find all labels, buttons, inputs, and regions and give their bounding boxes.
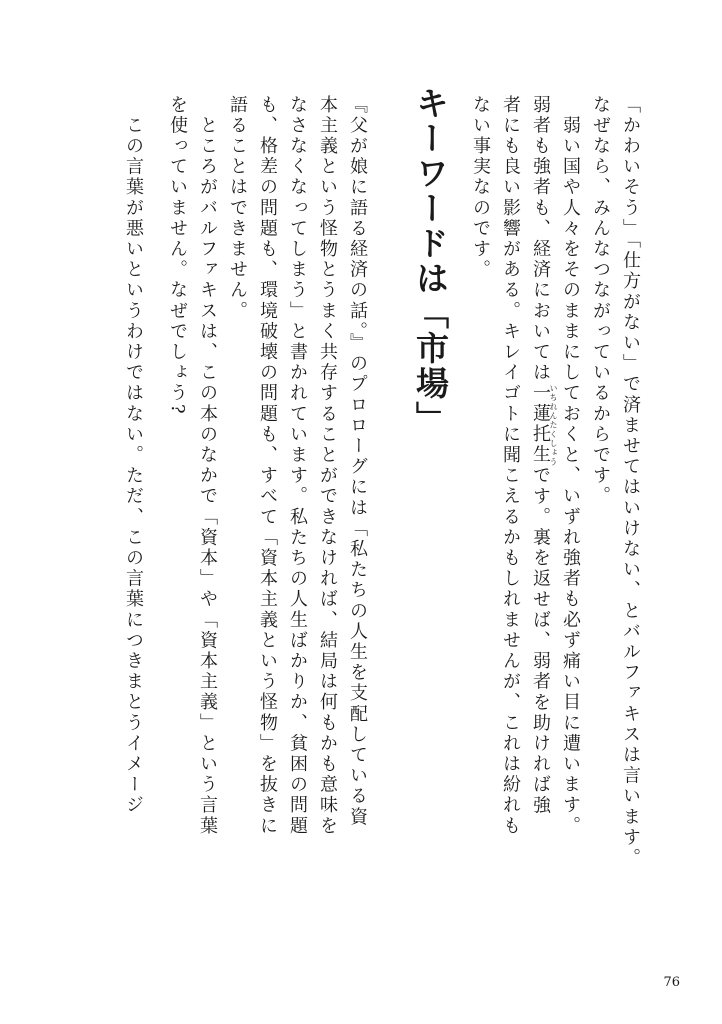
body-line-2: なぜなら、みんなつながっているからです。 <box>590 95 611 507</box>
body-line-7: 『父が娘に語る経済の話。』のプロローグには「私たちの人生を支配している資 <box>347 95 368 828</box>
body-line-4-text: 弱者も強者も、経済においては一蓮托生いちれんたくしょうです。裏を返せば、弱者を助ければ強 <box>530 95 558 817</box>
body-line-5: 者にも良い影響がある。キレイゴトに聞こえるかもしれませんが、これは紛れも <box>500 95 521 837</box>
ruby-base: 一蓮托生 <box>530 383 551 466</box>
body-line-13: を使っていません。なぜでしょう? <box>167 95 188 417</box>
body-line-10: も、格差の問題も、環境破壊の問題も、すべて「資本主義という怪物」を抜きに <box>257 95 278 837</box>
page-number: 76 <box>663 975 680 990</box>
body-line-8: 本主義という怪物とうまく共存することができなければ、結局は何もかも意味を <box>317 95 338 837</box>
body-line-14: この言葉が悪いというわけではない。ただ、この言葉につきまとうイメージ <box>123 95 144 816</box>
body-line-12: ところがバルファキスは、この本のなかで「資本」や「資本主義」という言葉 <box>197 95 218 837</box>
ruby-reading: いちれんたくしょう <box>549 383 558 466</box>
body-line-1: 「かわいそう」「仕方がない」で済ませてはいけない、とバルファキスは言います。 <box>620 95 641 869</box>
section-heading: キーワードは「市場」 <box>411 86 450 436</box>
ruby-annotation <box>530 383 558 466</box>
body-line-6: ない事実なのです。 <box>470 95 491 281</box>
body-line-9: なさなくなってしまう」と書かれています。私たちの人生ばかりか、貧困の問題 <box>287 95 308 837</box>
body-line-11: 語ることはできません。 <box>227 95 248 322</box>
body-line-3: 弱い国や人々をそのままにしておくと、いずれ強者も必ず痛い目に遭います。 <box>560 95 581 837</box>
body-line-4 <box>529 95 558 817</box>
